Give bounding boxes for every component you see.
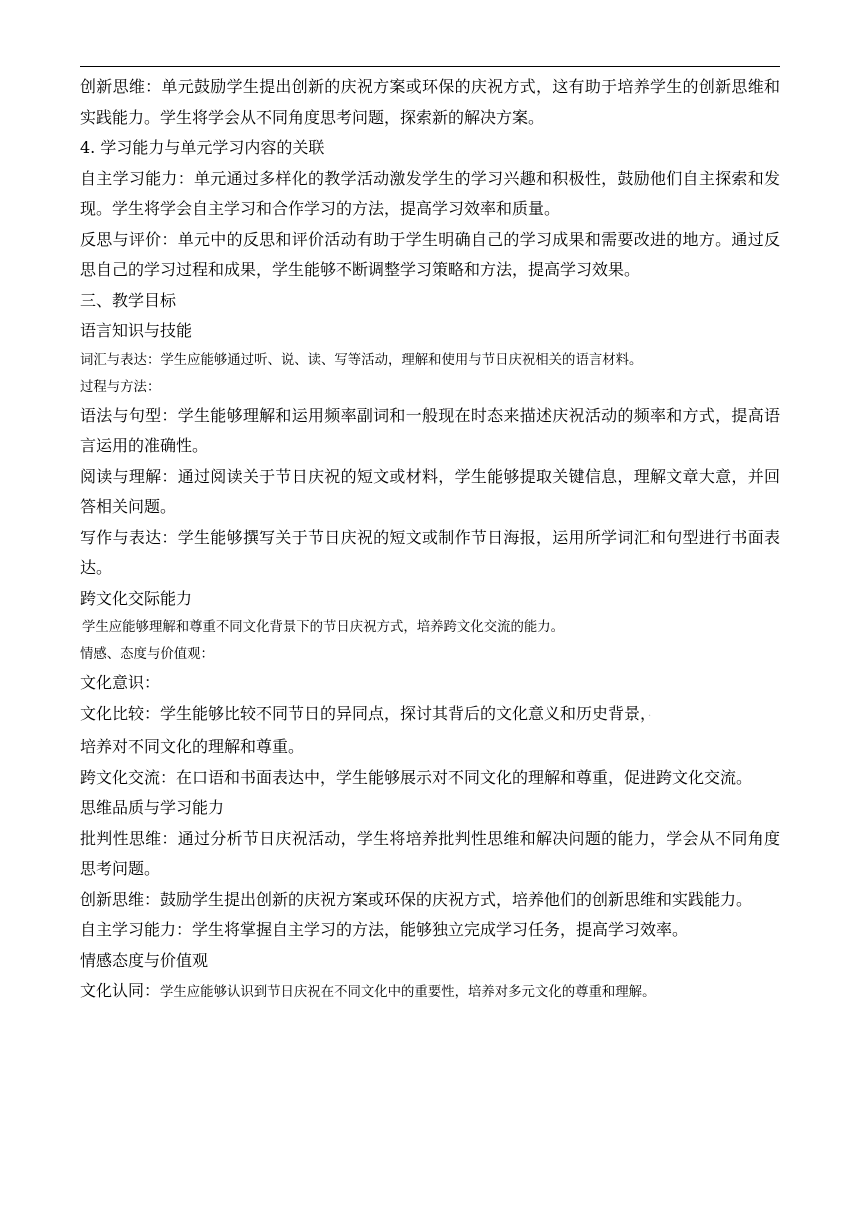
paragraph-text: 词汇与表达：学生应能够通过听、说、读、写等活动，理解和使用与节日庆祝相关的语言材料。 [80,352,643,368]
paragraph [80,885,780,916]
paragraph-text: 语法与句型：学生能够理解和运用频率副词和一般现在时态来描述庆祝活动的频率和方式，提高语言运用的准确性。 [80,405,780,455]
paragraph-text: 情感、态度与价值观： [80,647,214,662]
paragraph-text: 创新思维：单元鼓励学生提出创新的庆祝方案或环保的庆祝方式，这有助于培养学生的创新思维和实践能力。学生将学会从不同角度思考问题，探索新的解决方案。 [80,77,780,127]
paragraph [80,286,780,317]
paragraph [80,946,780,977]
header-rule [80,66,780,67]
paragraph [80,824,780,885]
paragraph [80,732,780,763]
document-body [80,72,780,1009]
paragraph [80,763,780,794]
paragraph [80,668,780,699]
paragraph-text: 三、教学目标 [80,290,177,310]
paragraph [80,347,780,374]
paragraph [80,584,780,615]
paragraph [80,793,780,824]
paragraph [80,72,780,133]
paragraph-text: 培养对不同文化的理解和尊重。 [80,737,305,756]
paragraph-text: 自主学习能力：学生将掌握自主学习的方法，能够独立完成学习任务，提高学习效率。 [80,920,689,939]
paragraph-text: 学生应能够理解和尊重不同文化背景下的节日庆祝方式，培养跨文化交流的能力。 [82,620,565,635]
paragraph-text: 情感态度与价值观 [80,950,209,970]
paragraph-text: 阅读与理解：通过阅读关于节日庆祝的短文或材料，学生能够提取关键信息，理解文章大意，并回答相关问题。 [80,466,780,516]
paragraph-text: 4. 学习能力与单元学习内容的关联 [80,138,325,157]
paragraph-text: 跨文化交流：在口语和书面表达中，学生能够展示对不同文化的理解和尊重，促进跨文化交流。 [80,767,753,787]
paragraph-text: 过程与方法： [80,379,161,395]
paragraph [80,225,780,286]
paragraph-text: 文化比较：学生能够比较不同节日的异同点，探讨其背后的文化意义和历史背景， [80,703,649,723]
paragraph [80,374,780,401]
paragraph-text: 跨文化交际能力 [80,588,193,608]
paragraph [80,976,780,1009]
paragraph-text: 语言知识与技能 [80,321,193,340]
paragraph [80,699,780,733]
paragraph-text: 反思与评价：单元中的反思和评价活动有助于学生明确自己的学习成果和需要改进的地方。通过反思自己的学习过程和成果，学生能够不断调整学习策略和方法，提高学习效果。 [80,229,780,279]
paragraph [80,316,780,347]
paragraph [80,164,780,225]
paragraph [80,133,780,164]
paragraph [80,915,780,946]
paragraph-text: 写作与表达：学生能够撰写关于节日庆祝的短文或制作节日海报，运用所学词汇和句型进行书面表达。 [80,527,780,577]
paragraph-lead: 文化认同： [80,981,161,1000]
paragraph-text: 文化意识： [80,673,161,692]
paragraph [80,462,780,523]
paragraph-text: 自主学习能力：单元通过多样化的教学活动激发学生的学习兴趣和积极性，鼓励他们自主探索和发现。学生将学会自主学习和合作学习的方法，提高学习效率和质量。 [80,168,780,218]
paragraph-text: 创新思维：鼓励学生提出创新的庆祝方案或环保的庆祝方式，培养他们的创新思维和实践能力。 [80,889,753,909]
edit-mark: · [648,710,652,722]
paragraph [80,641,780,668]
paragraph-text: 批判性思维：通过分析节日庆祝活动，学生将培养批判性思维和解决问题的能力，学会从不同角度思考问题。 [80,828,780,878]
paragraph-text: 思维品质与学习能力 [80,798,225,817]
paragraph [80,401,780,462]
paragraph [80,614,780,641]
paragraph-rest: 学生应能够认识到节日庆祝在不同文化中的重要性，培养对多元文化的尊重和理解。 [160,985,656,1000]
paragraph [80,523,780,584]
